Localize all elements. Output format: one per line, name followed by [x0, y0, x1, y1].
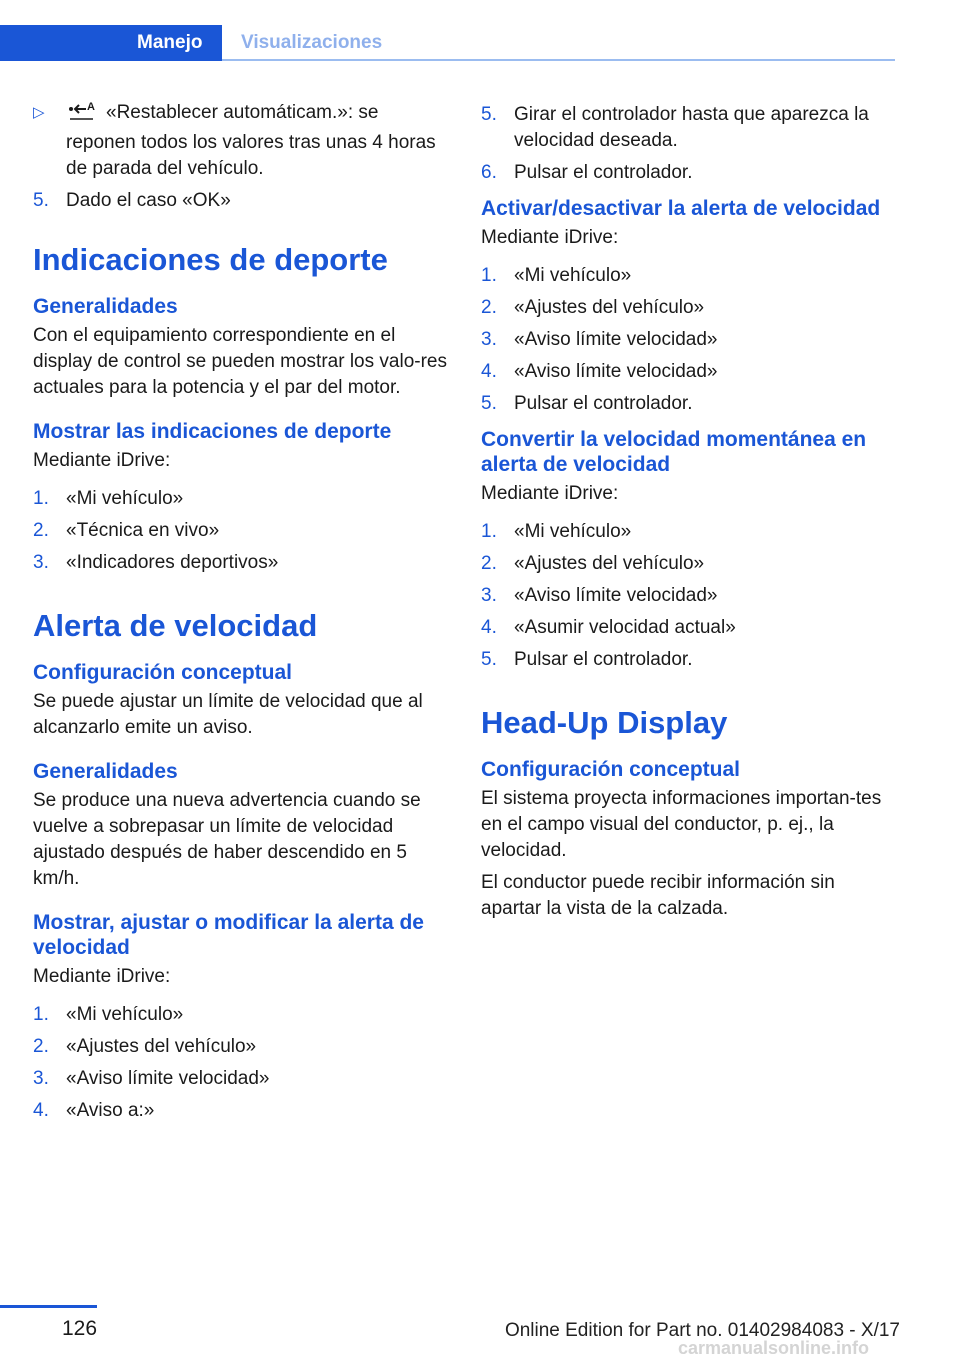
- reset-auto-icon: [66, 100, 96, 130]
- list-item: [481, 391, 896, 417]
- step-number: 3.: [481, 585, 497, 606]
- step-text: «Ajustes del vehículo»: [514, 553, 705, 574]
- step-number: 5.: [33, 190, 49, 211]
- step-text: «Ajustes del vehículo»: [66, 1036, 257, 1057]
- paragraph-concept: Se puede ajustar un límite de velocidad que al alcanzarlo emite un aviso.: [33, 691, 423, 738]
- subheading-general: Generalidades: [33, 760, 178, 783]
- subheading-toggle-alert: Activar/desactivar la alerta de velocidad: [481, 197, 881, 220]
- left-column: [33, 100, 448, 1134]
- step-text: «Mi vehículo»: [514, 265, 632, 286]
- step-text: Pulsar el controlador.: [514, 393, 693, 414]
- list-item: [33, 518, 448, 544]
- step-text: «Aviso límite velocidad»: [514, 361, 718, 382]
- step-number: 1.: [33, 1004, 49, 1025]
- chapter-tab-active: Manejo: [0, 25, 222, 61]
- step-text: «Mi vehículo»: [514, 521, 632, 542]
- step-number: 3.: [481, 329, 497, 350]
- step-number: 5.: [481, 104, 497, 125]
- list-item: [33, 1034, 448, 1060]
- step-item: [33, 188, 448, 214]
- step-text: «Aviso límite velocidad»: [66, 1068, 270, 1089]
- list-item: [481, 160, 896, 186]
- step-number: 3.: [33, 552, 49, 573]
- step-number: 5.: [481, 393, 497, 414]
- step-text: «Mi vehículo»: [66, 488, 184, 509]
- step-number: 3.: [33, 1068, 49, 1089]
- step-text: «Indicadores deportivos»: [66, 552, 279, 573]
- watermark: carmanualsonline.info: [678, 1338, 870, 1358]
- paragraph-idrive: Mediante iDrive:: [33, 450, 171, 471]
- list-item: [481, 583, 896, 609]
- section-heading-hud: Head-Up Display: [481, 705, 728, 740]
- step-text: «Ajustes del vehículo»: [514, 297, 705, 318]
- step-number: 2.: [481, 553, 497, 574]
- step-number: 2.: [33, 1036, 49, 1057]
- subheading-show-sport: Mostrar las indicaciones de deporte: [33, 420, 392, 443]
- paragraph-hud: El sistema proyecta informaciones importan‐tes en el campo visual del conductor, p. ej., la velocidad.: [481, 788, 882, 861]
- list-item: [481, 359, 896, 385]
- step-text: «Aviso a:»: [66, 1100, 155, 1121]
- section-heading-sport: Indicaciones de deporte: [33, 242, 388, 277]
- section-tab-inactive: Visualizaciones: [241, 32, 383, 53]
- step-text: Girar el controlador hasta que aparezca la velocidad deseada.: [514, 104, 869, 151]
- subheading-convert-speed: Convertir la velocidad momentánea en alerta de velocidad: [481, 428, 867, 476]
- paragraph-idrive: Mediante iDrive:: [481, 227, 619, 248]
- step-number: 4.: [481, 617, 497, 638]
- list-item: [33, 486, 448, 512]
- list-item: [481, 615, 896, 641]
- step-text: «Mi vehículo»: [66, 1004, 184, 1025]
- list-item: [33, 1066, 448, 1092]
- subheading-concept: Configuración conceptual: [481, 758, 741, 781]
- step-number: 2.: [481, 297, 497, 318]
- step-text: Dado el caso «OK»: [66, 190, 231, 211]
- step-text: Pulsar el controlador.: [514, 649, 693, 670]
- step-text: «Técnica en vivo»: [66, 520, 220, 541]
- page-number: 126: [62, 1317, 98, 1340]
- svg-text:A: A: [87, 101, 95, 113]
- steps-list-sport: [33, 486, 448, 576]
- subheading-show-alert: Mostrar, ajustar o modificar la alerta de velocidad: [33, 911, 424, 959]
- steps-list-alert: [33, 1002, 448, 1124]
- step-text: «Asumir velocidad actual»: [514, 617, 736, 638]
- step-number: 4.: [33, 1100, 49, 1121]
- steps-list-toggle: [481, 263, 896, 417]
- step-number: 1.: [481, 521, 497, 542]
- list-item: [481, 295, 896, 321]
- step-text: «Aviso límite velocidad»: [514, 329, 718, 350]
- step-number: 4.: [481, 361, 497, 382]
- chapter-header-bar: [0, 25, 895, 61]
- paragraph-general: Con el equipamiento correspondiente en el display de control se pueden mostrar los valo‐res actuales para la potencia y el par del motor.: [33, 325, 447, 398]
- list-item: [33, 550, 448, 576]
- step-number: 1.: [481, 265, 497, 286]
- step-number: 6.: [481, 162, 497, 183]
- step-number: 1.: [33, 488, 49, 509]
- section-heading-speed-alert: Alerta de velocidad: [33, 608, 318, 643]
- list-item: [33, 1098, 448, 1124]
- page-number-rule: [0, 1305, 97, 1308]
- list-item: [33, 1002, 448, 1028]
- sub-item-text: «Restablecer automáticam.»: se reponen todos los valores tras unas 4 horas de parada del vehículo.: [66, 102, 436, 179]
- right-column: [481, 102, 896, 928]
- edition-footer: Online Edition for Part no. 01402984083 - X/17: [504, 1320, 900, 1341]
- list-item: [481, 519, 896, 545]
- paragraph-general: Se produce una nueva advertencia cuando se vuelve a sobrepasar un límite de velocidad ajustado después de haber descendido en 5 km/h.: [33, 790, 421, 889]
- step-text: Pulsar el controlador.: [514, 162, 693, 183]
- list-item: [481, 551, 896, 577]
- paragraph-idrive: Mediante iDrive:: [33, 966, 171, 987]
- sub-list-item: [33, 100, 448, 182]
- step-number: 5.: [481, 649, 497, 670]
- list-item: [481, 647, 896, 673]
- list-item: [481, 102, 896, 154]
- subheading-general: Generalidades: [33, 295, 178, 318]
- step-number: 2.: [33, 520, 49, 541]
- steps-list-convert: [481, 519, 896, 673]
- subheading-concept: Configuración conceptual: [33, 661, 293, 684]
- paragraph-idrive: Mediante iDrive:: [481, 483, 619, 504]
- step-text: «Aviso límite velocidad»: [514, 585, 718, 606]
- list-item: [481, 263, 896, 289]
- list-item: [481, 327, 896, 353]
- paragraph-hud: El conductor puede recibir información sin apartar la vista de la calzada.: [481, 872, 835, 919]
- steps-list-continued: [481, 102, 896, 186]
- triangle-right-icon: ▷: [33, 104, 45, 121]
